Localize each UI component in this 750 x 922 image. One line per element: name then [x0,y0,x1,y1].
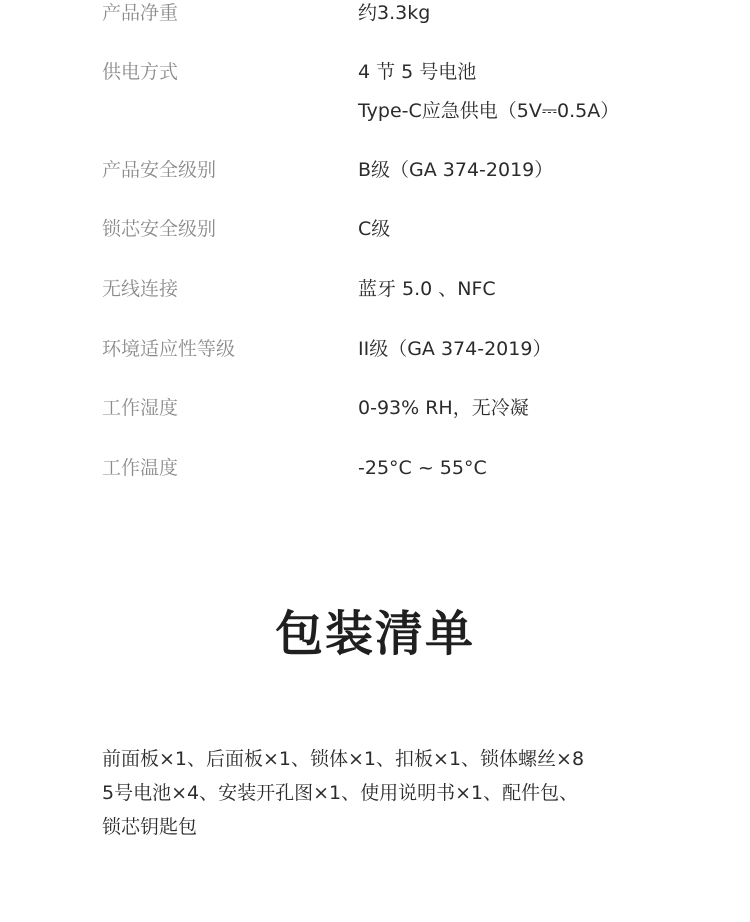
spec-value [358,59,619,124]
packing-list [102,742,662,844]
packing-line: 前面板×1、后面板×1、锁体×1、扣板×1、锁体螺丝×8 [102,748,585,770]
spec-label: 供电方式 [102,61,179,83]
spec-value-line: -25°C ~ 55°C [358,457,487,479]
spec-value-line: II级（GA 374-2019） [358,338,552,360]
spec-value-line: 约3.3kg [358,2,431,24]
spec-value [358,395,529,421]
spec-value [358,455,487,481]
spec-value [358,276,496,302]
spec-label: 无线连接 [102,278,179,300]
spec-value-line: 0-93% RH，无冷凝 [358,397,529,419]
spec-label: 环境适应性等级 [102,338,236,360]
spec-value-line: C级 [358,218,391,240]
spec-value [358,157,553,183]
spec-value [358,336,551,362]
spec-value-line: 蓝牙 5.0 、NFC [358,278,496,300]
packing-line: 锁芯钥匙包 [102,816,198,838]
spec-label: 产品安全级别 [102,159,217,181]
spec-label: 工作湿度 [102,397,179,419]
spec-label: 产品净重 [102,2,179,24]
spec-label: 锁芯安全级别 [102,218,217,240]
spec-value [358,216,390,242]
spec-value-line: B级（GA 374-2019） [358,159,554,181]
packing-line: 5号电池×4、安装开孔图×1、使用说明书×1、配件包、 [102,782,579,804]
spec-value-line: 4 节 5 号电池 [358,61,477,83]
spec-label: 工作温度 [102,457,179,479]
spec-value-line: Type-C应急供电（5V⎓0.5A） [358,100,620,122]
spec-value [358,0,430,26]
packing-list-title: 包装清单 [274,606,475,662]
